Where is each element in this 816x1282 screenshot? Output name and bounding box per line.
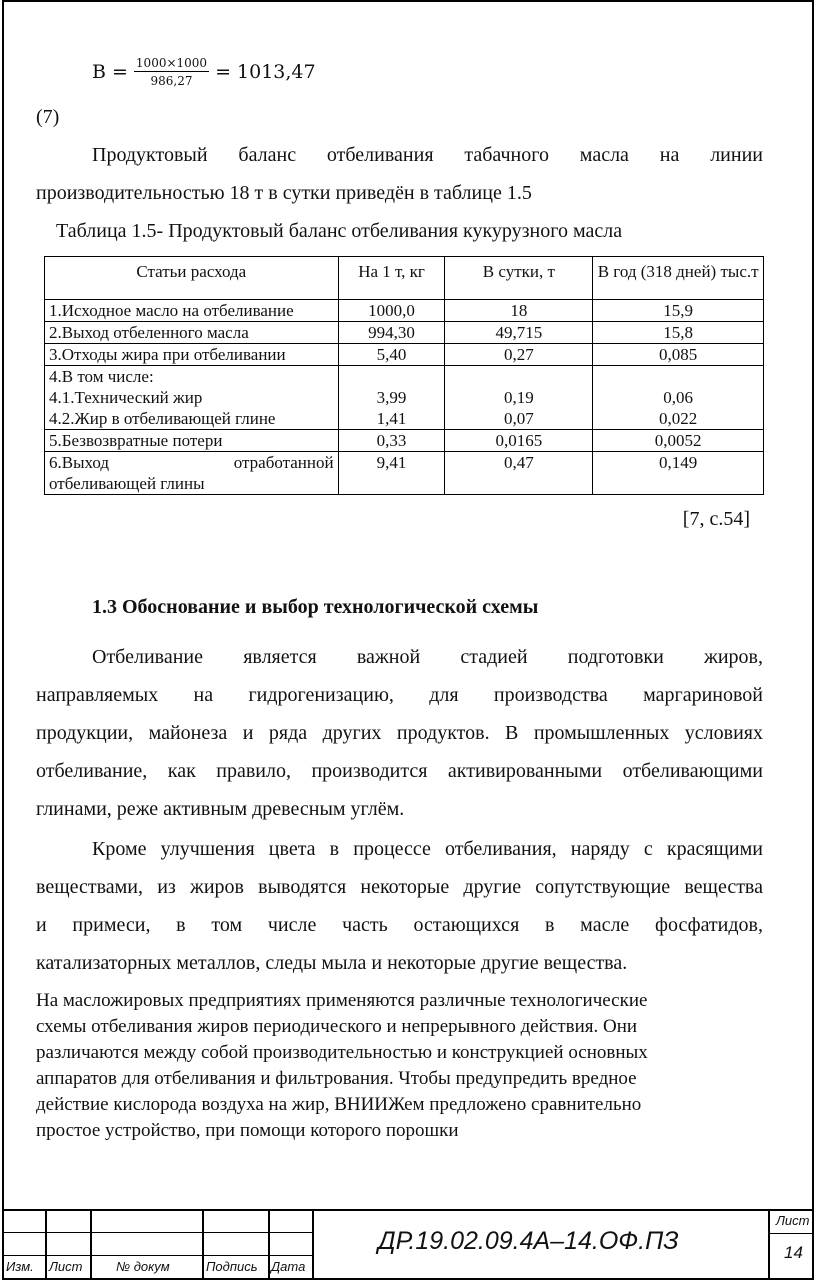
formula-rhs: = 1013,47 — [215, 61, 316, 83]
paragraph-line: и примеси, в том числе часть остающихся в масле фосфатидов, — [36, 914, 763, 936]
table-caption: Таблица 1.5- Продуктовый баланс отбеливания кукурузного масла — [56, 220, 623, 242]
table-row — [45, 452, 764, 495]
sheet-number: 14 — [784, 1243, 803, 1262]
stamp-label-doc-number: № докум — [116, 1259, 170, 1274]
table-cell: 3.Отходы жира при отбеливании — [45, 344, 339, 366]
sheet-label: Лист — [776, 1213, 810, 1228]
table-cell — [338, 366, 445, 430]
paragraph-line: глинами, реже активным древесным углём. — [36, 798, 405, 820]
intro-line-1: Продуктовый баланс отбеливания табачного масла на линии — [92, 144, 763, 166]
table-cell-line: отбеливающей глины — [49, 474, 205, 493]
paragraph-line: направляемых на гидрогенизацию, для производства маргариновой — [36, 684, 763, 706]
equation-number: (7) — [36, 106, 60, 128]
table-cell-line: 0,022 — [659, 409, 698, 428]
paragraph-line: аппаратов для отбеливания и фильтрования. Чтобы предупредить вредное — [36, 1068, 637, 1089]
table-cell: 0,085 — [593, 344, 764, 366]
table-row — [45, 366, 764, 430]
table-cell — [445, 366, 593, 430]
table-cell: 5.Безвозвратные потери — [45, 430, 339, 452]
table-cell: 0,47 — [445, 452, 593, 495]
stamp-label-change: Изм. — [6, 1259, 34, 1274]
intro-line-2: производительностью 18 т в сутки приведён в таблице 1.5 — [36, 182, 532, 204]
paragraph-line: Кроме улучшения цвета в процессе отбеливания, наряду с красящими — [92, 838, 763, 860]
table-cell: 5,40 — [338, 344, 445, 366]
table-header: На 1 т, кг — [338, 257, 445, 300]
table-cell-line: 3,99 — [376, 388, 407, 407]
table-cell: 9,41 — [338, 452, 445, 495]
table-header: Статьи расхода — [45, 257, 339, 300]
table-cell-line: 4.1.Технический жир — [49, 388, 203, 407]
table-cell — [45, 452, 339, 495]
table-cell — [593, 366, 764, 430]
table-row — [45, 430, 764, 452]
table-cell-line: 0,06 — [663, 388, 693, 407]
formula-fraction — [134, 56, 209, 88]
paragraph-line: схемы отбеливания жиров периодического и непрерывного действия. Они — [36, 1016, 638, 1037]
stamp-label-signature: Подпись — [206, 1259, 258, 1274]
paragraph-line: продукции, майонеза и ряда других продуктов. В промышленных условиях — [36, 722, 763, 744]
table-row — [45, 344, 764, 366]
table-cell: 15,8 — [593, 322, 764, 344]
table-header: В сутки, т — [445, 257, 593, 300]
paragraph-line: катализаторных металлов, следы мыла и некоторые другие вещества. — [36, 952, 628, 974]
table-header: В год (318 дней) тыс.т — [593, 257, 764, 300]
table-row — [45, 300, 764, 322]
table-cell-line: 6.Выход отработанной — [49, 453, 334, 472]
table-cell-line: 1,41 — [376, 409, 407, 428]
paragraph-line: отбеливание, как правило, производится активированными отбеливающими — [36, 760, 763, 782]
table-cell: 1000,0 — [338, 300, 445, 322]
table-cell: 15,9 — [593, 300, 764, 322]
table-cell-line: 4.В том числе: — [49, 367, 154, 386]
table-cell: 2.Выход отбеленного масла — [45, 322, 339, 344]
table-cell: 994,30 — [338, 322, 445, 344]
table-row — [45, 322, 764, 344]
document-code: ДР.19.02.09.4А–14.ОФ.ПЗ — [378, 1227, 679, 1255]
paragraph-line: Отбеливание является важной стадией подготовки жиров, — [92, 646, 763, 668]
table-cell: 0,149 — [593, 452, 764, 495]
table-cell-line: 0,07 — [504, 409, 534, 428]
formula — [92, 48, 316, 96]
balance-table — [44, 256, 764, 495]
table-cell: 0,0052 — [593, 430, 764, 452]
table-cell: 49,715 — [445, 322, 593, 344]
table-cell: 1.Исходное масло на отбеливание — [45, 300, 339, 322]
formula-lhs: В = — [92, 61, 128, 83]
formula-numerator: 1000×1000 — [135, 56, 208, 70]
source-reference: [7, с.54] — [682, 508, 750, 530]
table-cell: 18 — [445, 300, 593, 322]
paragraph-line: простое устройство, при помощи которого порошки — [36, 1120, 459, 1141]
stamp-label-date: Дата — [271, 1259, 306, 1274]
table-cell-line: 4.2.Жир в отбеливающей глине — [49, 409, 276, 428]
table-cell — [45, 366, 339, 430]
formula-denominator: 986,27 — [150, 74, 193, 88]
table-cell-line: 0,19 — [504, 388, 534, 407]
paragraph-line: На масложировых предприятиях применяются различные технологические — [36, 990, 648, 1011]
table-header-row — [45, 257, 764, 300]
section-heading: 1.3 Обоснование и выбор технологической схемы — [92, 596, 539, 618]
paragraph-line: действие кислорода воздуха на жир, ВНИИЖем предложено сравнительно — [36, 1094, 642, 1115]
stamp-label-sheet: Лист — [49, 1259, 83, 1274]
table-cell: 0,33 — [338, 430, 445, 452]
paragraph-line: различаются между собой производительностью и конструкцией основных — [36, 1042, 648, 1063]
table-cell: 0,27 — [445, 344, 593, 366]
paragraph-line: веществами, из жиров выводятся некоторые другие сопутствующие вещества — [36, 876, 763, 898]
table-cell: 0,0165 — [445, 430, 593, 452]
